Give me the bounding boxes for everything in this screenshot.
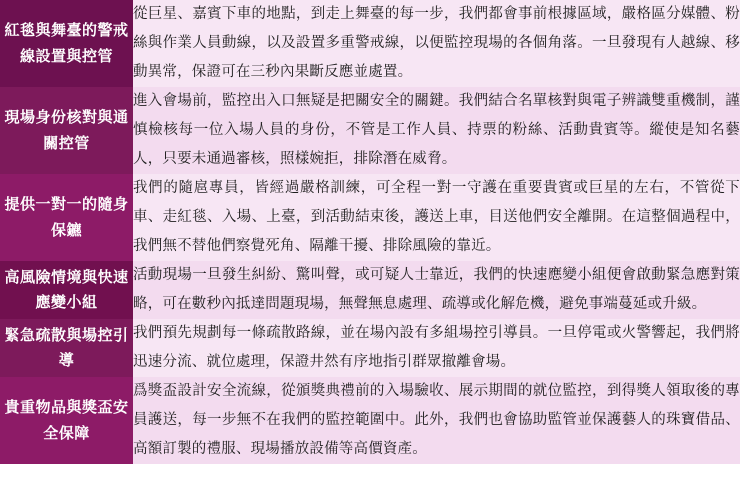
table-row bbox=[0, 377, 740, 464]
row-label: 提供一對一的隨身保鑣 bbox=[0, 174, 133, 261]
row-label: 貴重物品與獎盃安全保障 bbox=[0, 377, 133, 464]
row-label: 紅毯與舞臺的警戒線設置與控管 bbox=[0, 0, 133, 87]
row-description: 我們預先規劃每一條疏散路線，並在場內設有多組場控引導員。一旦停電或火警響起，我們將迅速分流、就位處理，保證井然有序地指引群眾撤離會場。 bbox=[133, 319, 740, 377]
row-description: 我們的隨扈專員，皆經過嚴格訓練，可全程一對一守護在重要貴賓或巨星的左右，不管從下車、走紅毯、入場、上臺，到活動結束後，護送上車，目送他們安全離開。在這整個過程中，我們無不替他們察覺死角、隔離干擾、排除風險的靠近。 bbox=[133, 174, 740, 261]
table-row bbox=[0, 174, 740, 261]
table-row bbox=[0, 261, 740, 319]
row-label: 現場身份核對與通關控管 bbox=[0, 87, 133, 174]
table-row bbox=[0, 319, 740, 377]
table-row bbox=[0, 0, 740, 87]
row-description: 進入會場前，監控出入口無疑是把關安全的關鍵。我們結合名單核對與電子辨識雙重機制，謹慎檢核每一位入場人員的身份，不管是工作人員、持票的粉絲、活動貴賓等。縱使是知名藝人，只要未通過審核，照樣婉拒，排除潛在威脅。 bbox=[133, 87, 740, 174]
row-description: 爲獎盃設計安全流線，從頒獎典禮前的入場驗收、展示期間的就位監控，到得獎人領取後的專員護送，每一步無不在我們的監控範圍中。此外，我們也會協助監管並保護藝人的珠寶借品、高額訂製的禮服、現場播放設備等高價資產。 bbox=[133, 377, 740, 464]
row-label: 高風險情境與快速應變小組 bbox=[0, 261, 133, 319]
row-description: 活動現場一旦發生糾紛、驚叫聲，或可疑人士靠近，我們的快速應變小組便會啟動緊急應對策略，可在數秒內抵達問題現場，無聲無息處理、疏導或化解危機，避免事端蔓延或升級。 bbox=[133, 261, 740, 319]
row-label: 緊急疏散與場控引導 bbox=[0, 319, 133, 377]
row-description: 從巨星、嘉賓下車的地點，到走上舞臺的每一步，我們都會事前根據區域，嚴格區分媒體、粉絲與作業人員動線，以及設置多重警戒線，以便監控現場的各個角落。一旦發現有人越線、移動異常，保證可在三秒內果斷反應並處置。 bbox=[133, 0, 740, 87]
table-row bbox=[0, 87, 740, 174]
